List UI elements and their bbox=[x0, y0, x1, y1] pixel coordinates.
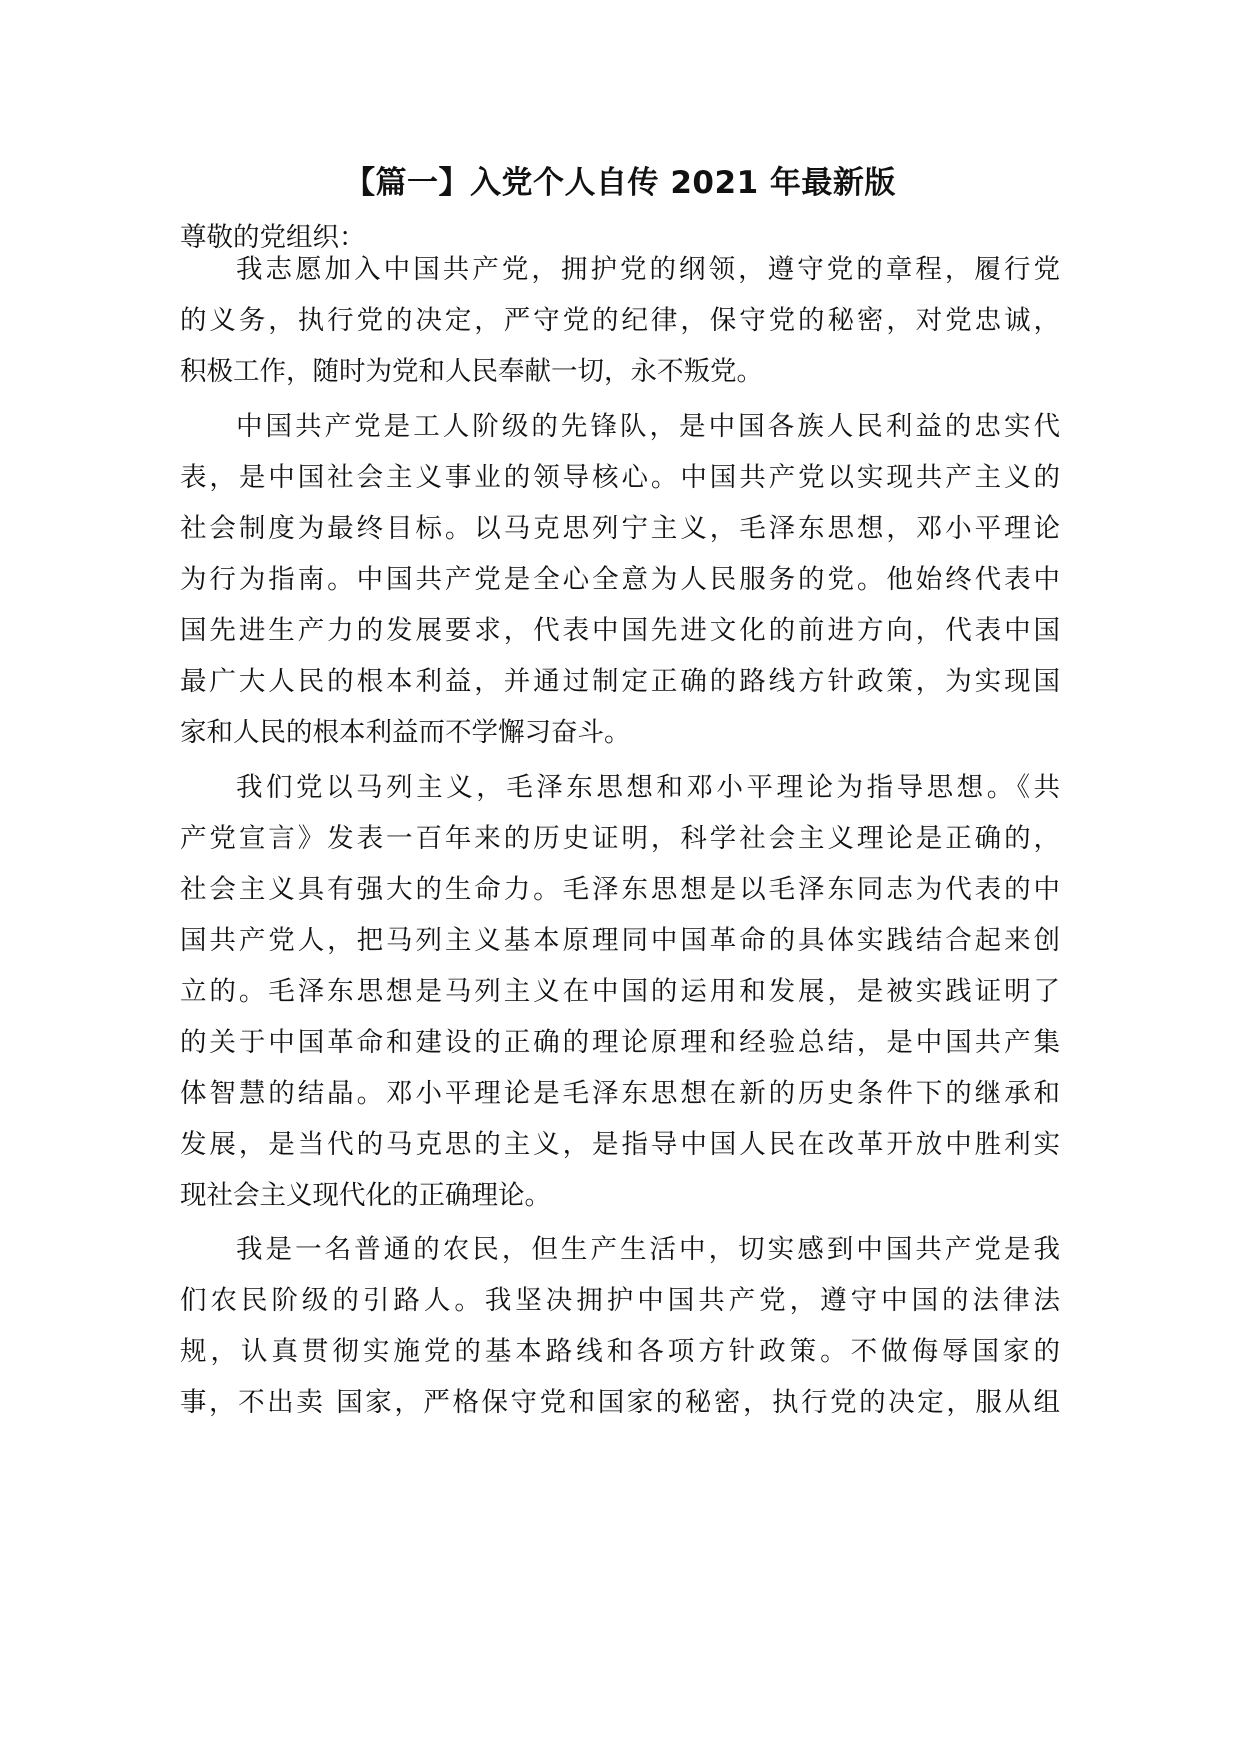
text-line: 规，认真贯彻实施党的基本路线和各项方针政策。不做侮辱国家的 bbox=[180, 1336, 1060, 1367]
text-line: 的义务，执行党的决定，严守党的纪律，保守党的秘密，对党忠诚， bbox=[180, 305, 1060, 336]
text-line: 我是一名普通的农民，但生产生活中，切实感到中国共产党是我 bbox=[236, 1234, 1060, 1265]
text-line: 事，不出卖 国家，严格保守党和国家的秘密，执行党的决定，服从组 bbox=[180, 1387, 1060, 1418]
text-line: 中国共产党是工人阶级的先锋队，是中国各族人民利益的忠实代 bbox=[236, 411, 1060, 442]
text-line: 社会制度为最终目标。以马克思列宁主义，毛泽东思想，邓小平理论 bbox=[180, 513, 1060, 544]
text-line: 积极工作，随时为党和人民奉献一切，永不叛党。 bbox=[180, 356, 763, 387]
text-line: 我志愿加入中国共产党，拥护党的纲领，遵守党的章程，履行党 bbox=[236, 254, 1060, 285]
text-line: 现社会主义现代化的正确理论。 bbox=[180, 1180, 551, 1211]
text-line: 最广大人民的根本利益，并通过制定正确的路线方针政策，为实现国 bbox=[180, 666, 1060, 697]
text-line: 体智慧的结晶。邓小平理论是毛泽东思想在新的历史条件下的继承和 bbox=[180, 1078, 1060, 1109]
text-line: 发展，是当代的马克思的主义，是指导中国人民在改革开放中胜利实 bbox=[180, 1129, 1060, 1160]
text-line: 社会主义具有强大的生命力。毛泽东思想是以毛泽东同志为代表的中 bbox=[180, 874, 1060, 905]
text-line: 为行为指南。中国共产党是全心全意为人民服务的党。他始终代表中 bbox=[180, 564, 1060, 595]
text-line: 立的。毛泽东思想是马列主义在中国的运用和发展，是被实践证明了 bbox=[180, 976, 1060, 1007]
text-line: 产党宣言》发表一百年来的历史证明，科学社会主义理论是正确的， bbox=[180, 823, 1060, 854]
text-line: 国共产党人，把马列主义基本原理同中国革命的具体实践结合起来创 bbox=[180, 925, 1060, 956]
text-line: 国先进生产力的发展要求，代表中国先进文化的前进方向，代表中国 bbox=[180, 615, 1060, 646]
text-line: 家和人民的根本利益而不学懈习奋斗。 bbox=[180, 717, 631, 748]
text-line: 表，是中国社会主义事业的领导核心。中国共产党以实现共产主义的 bbox=[180, 462, 1060, 493]
text-line: 的关于中国革命和建设的正确的理论原理和经验总结，是中国共产集 bbox=[180, 1027, 1060, 1058]
document-title: 【篇一】入党个人自传 2021 年最新版 bbox=[344, 165, 896, 201]
salutation: 尊敬的党组织： bbox=[180, 222, 366, 253]
text-line: 我们党以马列主义，毛泽东思想和邓小平理论为指导思想。《共 bbox=[236, 772, 1060, 803]
text-line: 们农民阶级的引路人。我坚决拥护中国共产党，遵守中国的法律法 bbox=[180, 1285, 1060, 1316]
